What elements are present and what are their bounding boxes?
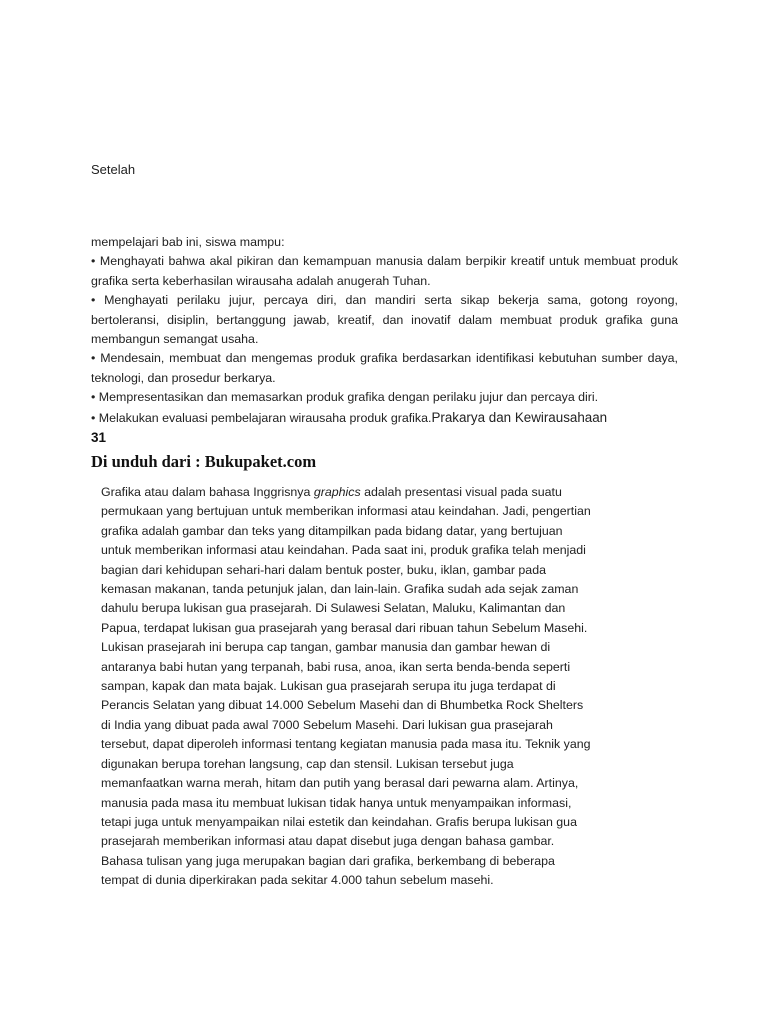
objective-text: • Melakukan evaluasi pembelajaran wirausaha produk grafika. [91,410,432,425]
grafika-paragraph [101,483,661,891]
paragraph-line: grafika adalah gambar dan teks yang ditampilkan pada bidang datar, yang bertujuan [101,523,563,538]
objective-item: • Menghayati perilaku jujur, percaya diri, dan mandiri serta sikap bekerja sama, gotong royong, bertoleransi, disiplin, bertanggung jawab, kreatif, dan inovatif dalam membuat produk grafika guna membangun semangat usaha. [91,293,678,347]
paragraph-line [101,483,661,502]
paragraph-line: permukaan yang bertujuan untuk memberikan informasi atau keindahan. Jadi, pengertian [101,504,591,519]
paragraph-line: manusia pada masa itu membuat lukisan tidak hanya untuk menyampaikan informasi, [101,795,572,810]
paragraph-line: antaranya babi hutan yang terpanah, babi rusa, anoa, ikan serta benda-benda seperti [101,659,571,674]
paragraph-line: untuk memberikan informasi atau keindahan. Pada saat ini, produk grafika telah menjadi [101,543,586,558]
paragraph-line: Perancis Selatan yang dibuat 14.000 Sebelum Masehi dan di Bhumbetka Rock Shelters [101,698,584,713]
line-text: Grafika atau dalam bahasa Inggrisnya [101,485,314,499]
source-line: Di unduh dari : Bukupaket.com [91,452,317,471]
objective-item: • Menghayati bahwa akal pikiran dan kemampuan manusia dalam berpikir kreatif untuk membuat produk grafika serta keberhasilan wirausaha adalah anugerah Tuhan. [91,254,678,288]
italic-term: graphics [313,485,361,499]
paragraph-line: di India yang dibuat pada awal 7000 Sebelum Masehi. Dari lukisan gua prasejarah [101,717,553,732]
paragraph-line: sampan, kapak dan mata bajak. Lukisan gua prasejarah serupa itu juga terdapat di [101,679,556,694]
paragraph-line: dahulu berupa lukisan gua prasejarah. Di Sulawesi Selatan, Maluku, Kalimantan dan [101,601,566,616]
paragraph-line: kemasan makanan, tanda petunjuk jalan, dan lain-lain. Grafika sudah ada sejak zaman [101,582,579,597]
book-title: Prakarya dan Kewirausahaan [431,409,608,425]
paragraph-line: tetapi juga untuk menyampaikan nilai estetik dan keindahan. Grafis berupa lukisan gua [101,814,577,829]
paragraph-line: digunakan berupa torehan langsung, cap dan stensil. Lukisan tersebut juga [101,756,514,771]
objective-item: • Mempresentasikan dan memasarkan produk grafika dengan perilaku jujur dan percaya diri. [91,390,599,405]
objective-item-last [91,408,678,428]
heading-word: Setelah [91,162,136,177]
paragraph-line: Papua, terdapat lukisan gua prasejarah yang berasal dari ribuan tahun Sebelum Masehi. [101,620,588,635]
paragraph-line: tersebut, dapat diperoleh informasi tentang kegiatan manusia pada masa itu. Teknik yang [101,737,591,752]
objective-item: • Mendesain, membuat dan mengemas produk grafika berdasarkan identifikasi kebutuhan sumber daya, teknologi, dan prosedur berkarya. [91,351,678,385]
paragraph-line: Bahasa tulisan yang juga merupakan bagian dari grafika, berkembang di beberapa [101,853,555,868]
paragraph-line: tempat di dunia diperkirakan pada sekitar 4.000 tahun sebelum masehi. [101,873,494,888]
paragraph-line: memanfaatkan warna merah, hitam dan putih yang berasal dari pewarna alam. Artinya, [101,776,579,791]
objectives-lead: mempelajari bab ini, siswa mampu: [91,235,285,249]
paragraph-line: prasejarah memberikan informasi atau dapat disebut juga dengan bahasa gambar. [101,834,555,849]
learning-objectives [91,233,678,428]
page-number: 31 [91,430,107,445]
line-text: adalah presentasi visual pada suatu [360,485,562,499]
paragraph-line: Lukisan prasejarah ini berupa cap tangan, gambar manusia dan gambar hewan di [101,640,551,655]
paragraph-line: bagian dari kehidupan sehari-hari dalam bentuk poster, buku, iklan, gambar pada [101,562,546,577]
